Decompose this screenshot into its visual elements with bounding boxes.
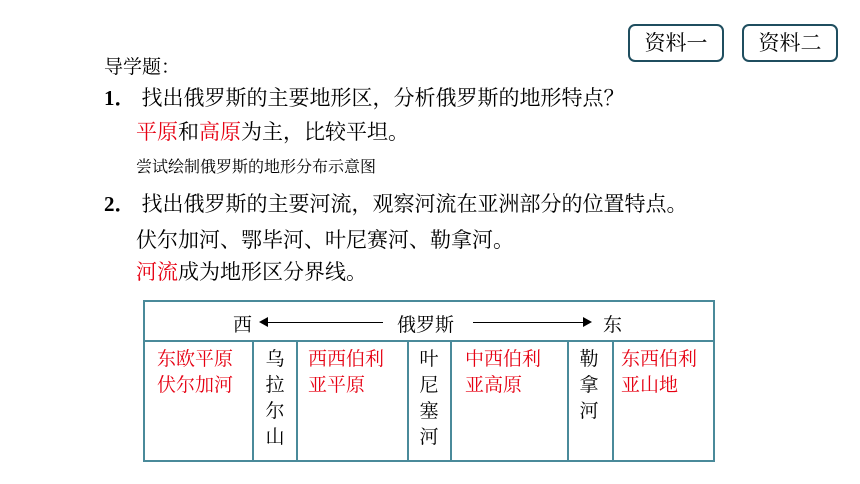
west-label: 西 (233, 314, 253, 336)
cell-east-european-plain (157, 346, 233, 398)
answer-1-connector: 和 (178, 120, 199, 144)
cell-lena-river (578, 346, 600, 424)
cell-char: 拉 (265, 374, 285, 396)
material-two-button[interactable]: 资料二 (742, 24, 838, 62)
answer-1-keyword-plateau: 高原 (199, 120, 241, 144)
cell-line: 亚山地 (621, 374, 679, 396)
cell-line: 伏尔加河 (157, 374, 234, 396)
guide-heading: 导学题： (104, 56, 181, 78)
cell-char: 塞 (419, 400, 439, 422)
cell-line: 亚平原 (308, 374, 366, 396)
cell-line: 西西伯利 (308, 348, 385, 370)
cell-west-siberian-plain (308, 346, 384, 398)
column-divider (252, 342, 254, 460)
terrain-distribution-table (143, 300, 715, 462)
cell-char: 山 (265, 426, 285, 448)
answer-2-rest: 成为地形区分界线。 (178, 260, 367, 284)
cell-line: 亚高原 (465, 374, 523, 396)
answer-1-keyword-plain: 平原 (136, 120, 178, 144)
arrow-right-icon (583, 317, 592, 327)
hint-text: 尝试绘制俄罗斯的地形分布示意图 (136, 157, 377, 176)
column-divider (450, 342, 452, 460)
cell-char: 尔 (265, 400, 285, 422)
east-label: 东 (603, 314, 623, 336)
answer-2-boundary (136, 256, 367, 286)
arrow-right-line (473, 322, 583, 323)
answer-2-keyword-rivers: 河流 (136, 260, 178, 284)
question-2-number: 2． (104, 192, 136, 216)
cell-yenisei-river (418, 346, 440, 450)
cell-east-siberian-mountains (621, 346, 697, 398)
cell-central-siberian-plateau (465, 346, 541, 398)
question-2 (104, 188, 688, 218)
material-one-button[interactable]: 资料一 (628, 24, 724, 62)
column-divider (567, 342, 569, 460)
column-divider (407, 342, 409, 460)
answer-1 (136, 116, 409, 146)
answer-1-rest: 为主，比较平坦。 (241, 120, 409, 144)
cell-char: 乌 (265, 348, 285, 370)
cell-line: 东西伯利 (621, 348, 698, 370)
cell-char: 河 (419, 426, 439, 448)
answer-2-rivers: 伏尔加河、鄂毕河、叶尼赛河、勒拿河。 (136, 228, 514, 252)
country-label: 俄罗斯 (397, 314, 455, 336)
table-header (145, 302, 713, 342)
cell-char: 尼 (419, 374, 439, 396)
cell-ural-mountains (264, 346, 286, 450)
column-divider (296, 342, 298, 460)
question-1 (104, 82, 625, 112)
column-divider (612, 342, 614, 460)
cell-char: 叶 (419, 348, 439, 370)
cell-line: 中西伯利 (465, 348, 542, 370)
question-2-text: 找出俄罗斯的主要河流，观察河流在亚洲部分的位置特点。 (141, 192, 688, 216)
cell-char: 拿 (579, 374, 599, 396)
question-1-text: 找出俄罗斯的主要地形区，分析俄罗斯的地形特点？ (141, 86, 625, 110)
cell-char: 勒 (579, 348, 599, 370)
arrow-left-line (265, 322, 383, 323)
cell-char: 河 (579, 400, 599, 422)
question-1-number: 1． (104, 86, 136, 110)
cell-line: 东欧平原 (157, 348, 234, 370)
